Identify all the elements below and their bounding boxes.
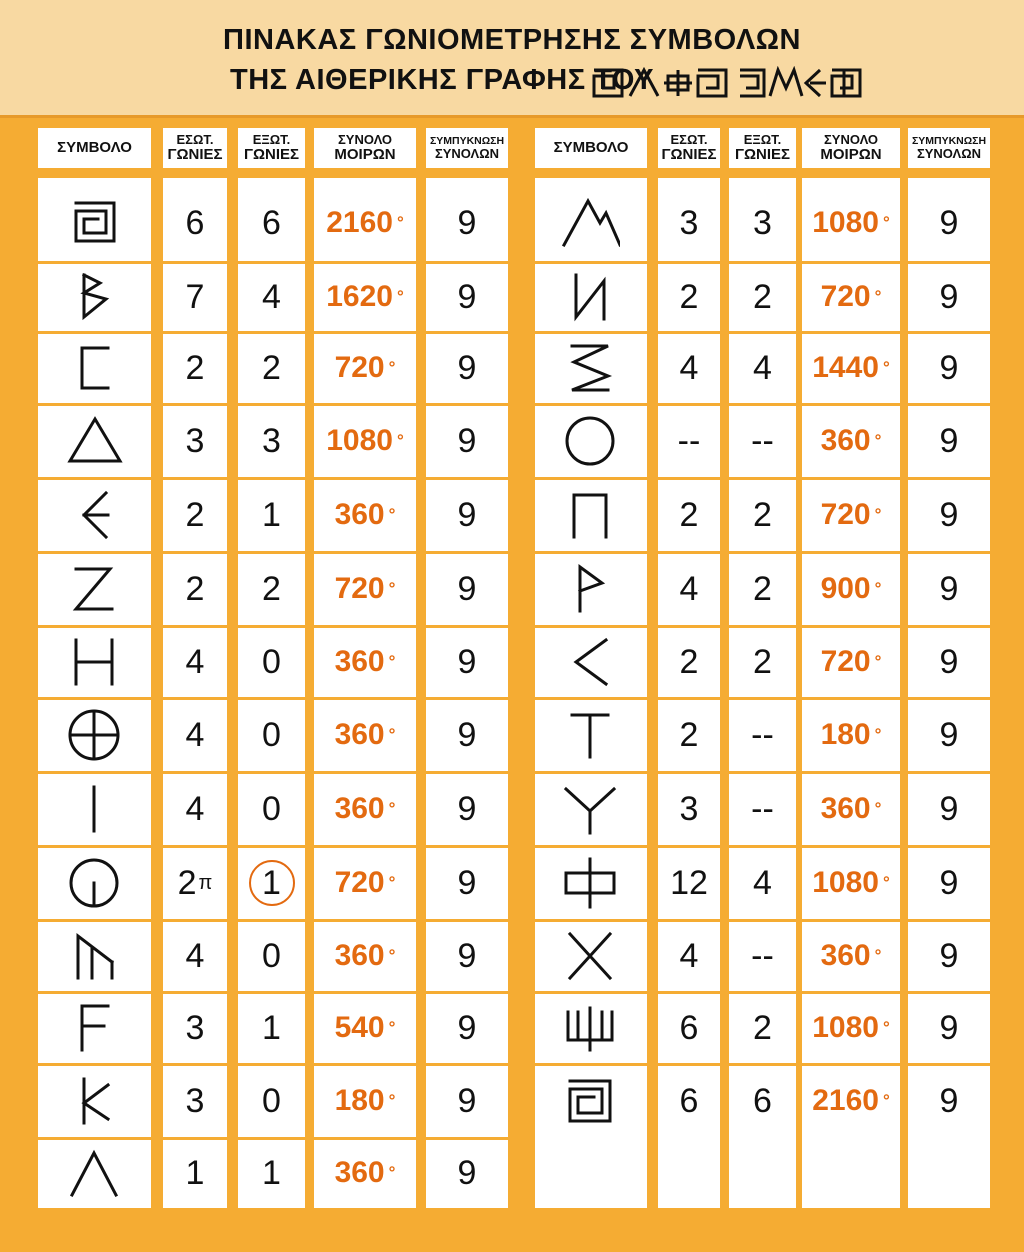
left-condensed-sum: 9: [457, 789, 477, 828]
right-condensed-sum: 9: [939, 715, 959, 754]
left-condensed-sum: 9: [457, 1153, 477, 1192]
right-interior-angles: 2: [679, 277, 699, 316]
right-condensed-sum: 9: [939, 863, 959, 902]
left-condensed-sum: 9: [457, 277, 477, 316]
right-total-degrees: 360 °: [820, 792, 882, 825]
right-interior-angles: 2: [679, 715, 699, 754]
left-exterior-angles: 0: [262, 715, 281, 754]
right-condensed-sum: 9: [939, 421, 959, 460]
rho-flag-icon: [535, 552, 647, 626]
left-condensed-sum: 9: [457, 863, 477, 902]
left-condensed-sum: 9: [457, 569, 477, 608]
right-total-degrees: 900 °: [820, 572, 882, 605]
header-total-left: ΣΥΝΟΛΟ ΜΟΙΡΩΝ: [314, 128, 416, 168]
page-title-line-2: ΤΗΣ ΑΙΘΕΡΙΚΗΣ ΓΡΑΦΗΣ ΤΟΥ: [230, 64, 654, 96]
sigma-icon: [535, 626, 647, 698]
left-condensed-sum: 9: [457, 495, 477, 534]
omicron-circle-icon: [535, 404, 647, 478]
left-interior-angles: 2: [185, 495, 205, 534]
square-spiral-icon: [38, 184, 151, 262]
left-total-degrees: 180 °: [334, 1084, 396, 1117]
left-exterior-angles: 2: [262, 569, 281, 608]
left-interior-angles: 3: [185, 1008, 205, 1047]
left-exterior-angles: 0: [262, 936, 281, 975]
left-exterior-angles: 0: [262, 642, 281, 681]
left-interior-angles: 4: [185, 789, 205, 828]
right-exterior-angles: --: [751, 715, 774, 754]
left-condensed-sum: 9: [457, 1081, 477, 1120]
right-interior-angles: 12: [670, 863, 708, 902]
left-total-degrees: 360 °: [334, 792, 396, 825]
left-interior-angles: 6: [185, 203, 205, 242]
left-total-degrees: 1080 °: [326, 424, 404, 457]
right-total-degrees: 720 °: [820, 498, 882, 531]
right-interior-angles: 4: [679, 936, 699, 975]
right-exterior-angles: 2: [753, 495, 772, 534]
right-interior-angles: --: [677, 421, 701, 460]
right-interior-angles: 4: [679, 348, 699, 387]
omega-spiral-icon: [535, 1064, 647, 1138]
tau-icon: [535, 698, 647, 772]
right-exterior-angles: 3: [753, 203, 772, 242]
aitheriki-word-icons: [592, 66, 862, 102]
right-condensed-sum: 9: [939, 569, 959, 608]
right-condensed-sum: 9: [939, 936, 959, 975]
nu-icon: [535, 262, 647, 332]
header-exterior-left: ΕΞΩΤ. ΓΩΝΙΕΣ: [238, 128, 305, 168]
page-title-line-1: ΠΙΝΑΚΑΣ ΓΩΝΙΟΜΕΤΡΗΣΗΣ ΣΥΜΒΟΛΩΝ: [223, 24, 801, 56]
left-interior-angles: 2: [185, 348, 205, 387]
right-interior-angles: 2: [679, 642, 699, 681]
right-total-degrees: 1080 °: [812, 1011, 890, 1044]
left-condensed-sum: 9: [457, 936, 477, 975]
right-interior-angles: 4: [679, 569, 699, 608]
left-exterior-angles: 1: [262, 1153, 281, 1192]
right-total-degrees: 360 °: [820, 424, 882, 457]
delta-triangle-icon: [38, 404, 151, 478]
right-exterior-angles: 2: [753, 569, 772, 608]
right-exterior-angles: 4: [753, 863, 772, 902]
beta-angular-icon: [38, 262, 151, 332]
left-total-degrees: 360 °: [334, 645, 396, 678]
header-total-right: ΣΥΝΟΛΟ ΜΟΙΡΩΝ: [802, 128, 900, 168]
right-exterior-angles: --: [751, 789, 774, 828]
chi-x-icon: [535, 920, 647, 992]
left-total-degrees: 540 °: [334, 1011, 396, 1044]
left-exterior-angles: 1: [262, 495, 281, 534]
right-total-degrees: 1080 °: [812, 206, 890, 239]
right-total-degrees: 180 °: [820, 718, 882, 751]
left-total-degrees: 2160 °: [326, 206, 404, 239]
right-total-degrees: 720 °: [820, 645, 882, 678]
left-total-degrees: 720 °: [334, 866, 396, 899]
left-condensed-sum: 9: [457, 348, 477, 387]
gamma-angular-icon: [38, 332, 151, 404]
right-total-degrees: 1080 °: [812, 866, 890, 899]
right-exterior-angles: 2: [753, 1008, 772, 1047]
left-interior-angles: 3: [185, 421, 205, 460]
left-interior-angles: 7: [185, 277, 205, 316]
lambda-icon: [38, 1138, 151, 1208]
right-total-degrees: 720 °: [820, 280, 882, 313]
left-exterior-angles: 0: [262, 1081, 281, 1120]
title-band: [0, 0, 1024, 118]
right-condensed-sum: 9: [939, 789, 959, 828]
left-exterior-angles: 2: [262, 348, 281, 387]
eta-icon: [38, 626, 151, 698]
header-condense-right: ΣΥΜΠΥΚΝΩΣΗ ΣΥΝΟΛΩΝ: [908, 128, 990, 168]
mu-mountain-icon: [535, 184, 647, 262]
header-condense-left: ΣΥΜΠΥΚΝΩΣΗ ΣΥΝΟΛΩΝ: [426, 128, 508, 168]
left-total-degrees: 360 °: [334, 1156, 396, 1189]
right-interior-angles: 3: [679, 203, 699, 242]
right-exterior-angles: 4: [753, 348, 772, 387]
pi-icon: [535, 478, 647, 552]
right-condensed-sum: 9: [939, 1008, 959, 1047]
left-total-degrees: 360 °: [334, 939, 396, 972]
left-exterior-angles: 6: [262, 203, 281, 242]
header-interior-left: ΕΣΩΤ. ΓΩΝΙΕΣ: [163, 128, 227, 168]
left-total-degrees: 360 °: [334, 718, 396, 751]
phi-icon: [535, 846, 647, 920]
epsilon-arrow-icon: [38, 478, 151, 552]
upsilon-y-icon: [535, 772, 647, 846]
digamma-f-icon: [38, 992, 151, 1064]
left-exterior-angles: 1: [238, 846, 305, 920]
left-interior-angles: 3: [185, 1081, 205, 1120]
circle-with-stem-icon: [38, 846, 151, 920]
header-symbol-left: ΣΥΜΒΟΛΟ: [38, 128, 151, 168]
right-exterior-angles: --: [751, 936, 774, 975]
right-exterior-angles: 6: [753, 1081, 772, 1120]
header-symbol-right: ΣΥΜΒΟΛΟ: [535, 128, 647, 168]
right-condensed-sum: 9: [939, 348, 959, 387]
xi-zigzag-icon: [535, 332, 647, 404]
left-condensed-sum: 9: [457, 203, 477, 242]
left-interior-angles: 2: [185, 569, 205, 608]
header-exterior-right: ΕΞΩΤ. ΓΩΝΙΕΣ: [729, 128, 796, 168]
left-interior-angles: 2 π: [177, 863, 213, 902]
right-interior-angles: 2: [679, 495, 699, 534]
right-condensed-sum: 9: [939, 277, 959, 316]
right-condensed-sum: 9: [939, 495, 959, 534]
right-total-degrees: 1440 °: [812, 351, 890, 384]
right-exterior-angles: 2: [753, 277, 772, 316]
left-condensed-sum: 9: [457, 715, 477, 754]
left-exterior-angles: 0: [262, 789, 281, 828]
right-total-degrees: 2160 °: [812, 1084, 890, 1117]
right-interior-angles: 6: [679, 1008, 699, 1047]
left-total-degrees: 1620 °: [326, 280, 404, 313]
right-interior-angles: 3: [679, 789, 699, 828]
iota-icon: [38, 772, 151, 846]
left-condensed-sum: 9: [457, 1008, 477, 1047]
left-exterior-angles: 1: [262, 1008, 281, 1047]
kappa-n-icon: [38, 920, 151, 992]
left-exterior-angles: 3: [262, 421, 281, 460]
left-interior-angles: 4: [185, 936, 205, 975]
right-exterior-angles: --: [751, 421, 774, 460]
left-condensed-sum: 9: [457, 421, 477, 460]
left-interior-angles: 4: [185, 642, 205, 681]
kappa-k-icon: [38, 1064, 151, 1138]
left-total-degrees: 720 °: [334, 351, 396, 384]
right-condensed-sum: 9: [939, 203, 959, 242]
left-total-degrees: 720 °: [334, 572, 396, 605]
right-interior-angles: 6: [679, 1081, 699, 1120]
left-interior-angles: 1: [185, 1153, 205, 1192]
left-interior-angles: 4: [185, 715, 205, 754]
zeta-icon: [38, 552, 151, 626]
right-condensed-sum: 9: [939, 642, 959, 681]
left-exterior-angles: 4: [262, 277, 281, 316]
left-condensed-sum: 9: [457, 642, 477, 681]
header-interior-right: ΕΣΩΤ. ΓΩΝΙΕΣ: [658, 128, 720, 168]
right-exterior-angles: 2: [753, 642, 772, 681]
theta-crossed-circle-icon: [38, 698, 151, 772]
psi-icon: [535, 992, 647, 1064]
right-condensed-sum: 9: [939, 1081, 959, 1120]
right-total-degrees: 360 °: [820, 939, 882, 972]
left-total-degrees: 360 °: [334, 498, 396, 531]
